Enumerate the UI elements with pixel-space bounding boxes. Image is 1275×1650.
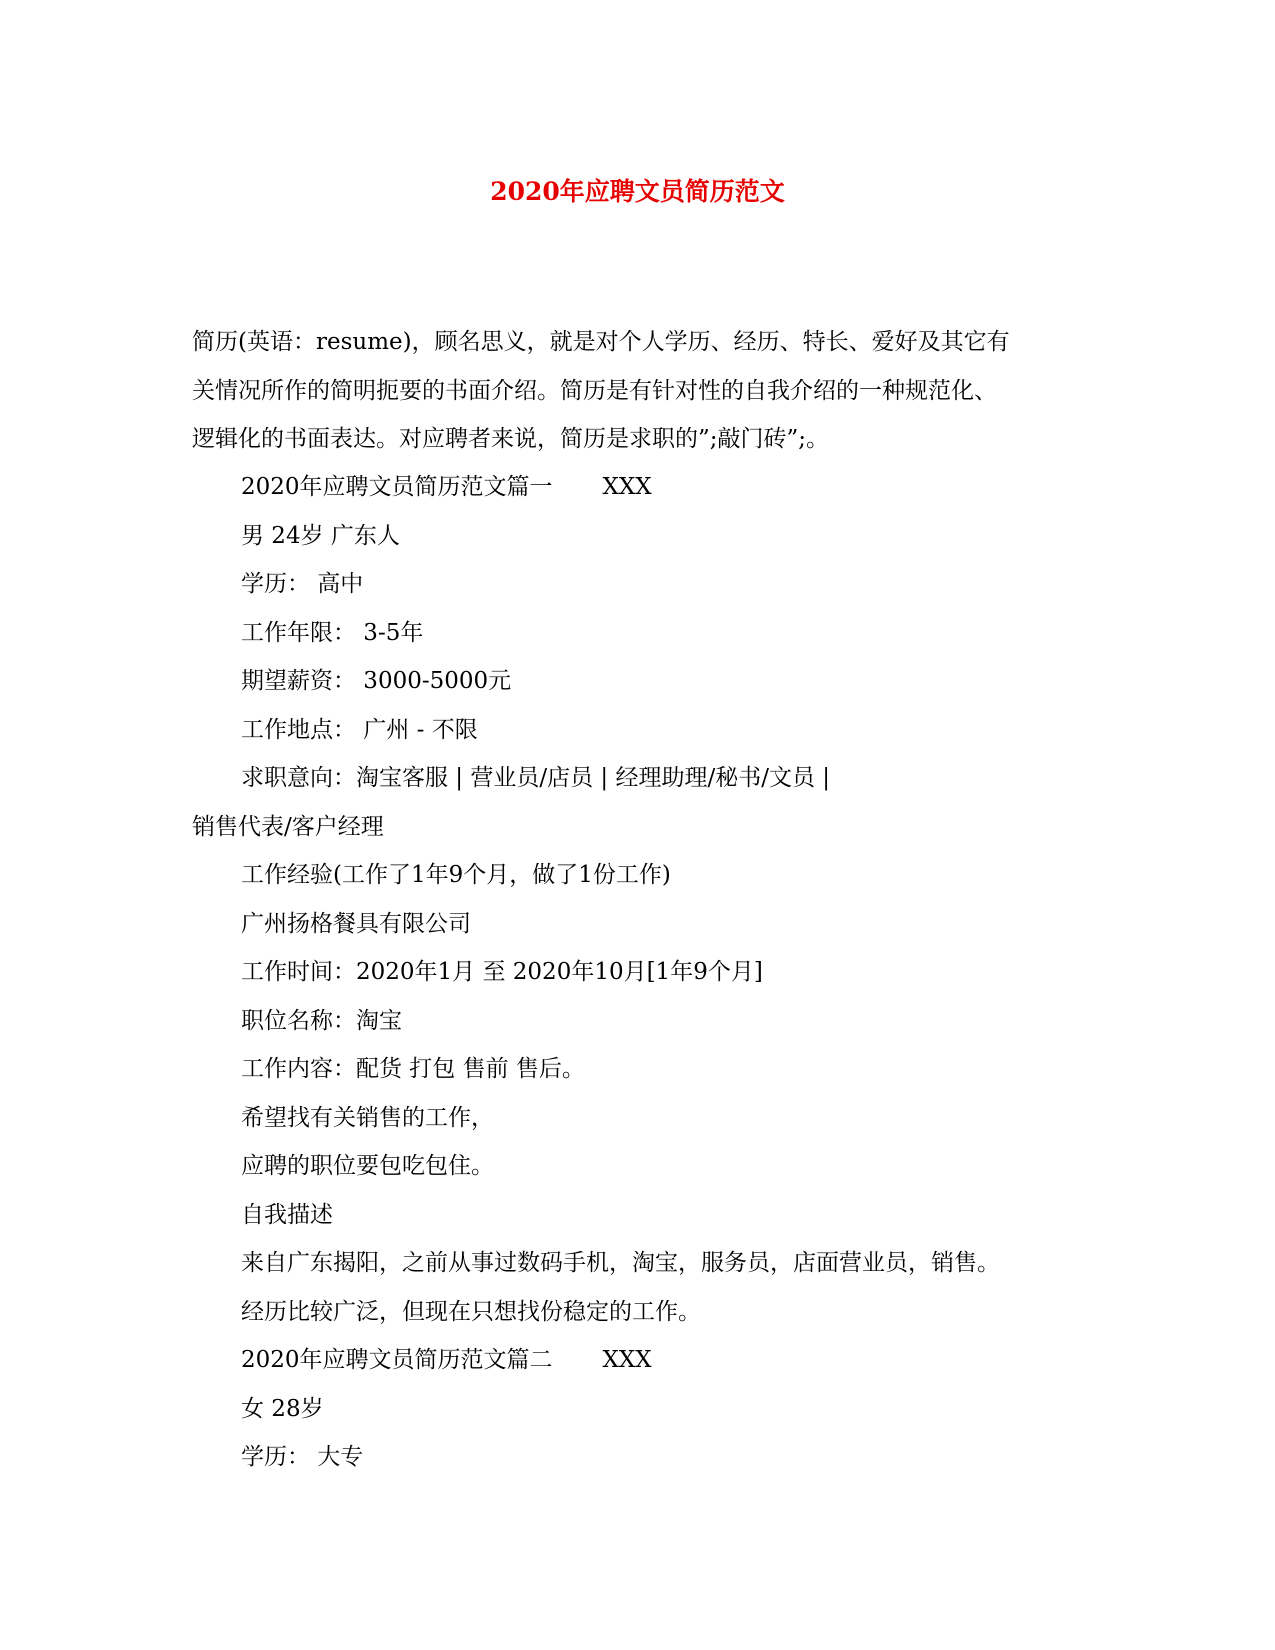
intro-line: 关情况所作的简明扼要的书面介绍。简历是有针对性的自我介绍的一种规范化、 (192, 377, 997, 404)
self-description-line: 经历比较广泛，但现在只想找份稳定的工作。 (241, 1298, 701, 1325)
intro-line: 简历(英语：resume)，顾名思义，就是对个人学历、经历、特长、爱好及其它有 (192, 329, 1010, 355)
resume-two-heading-text: 2020年应聘文员简历范文篇二 (241, 1347, 553, 1373)
document-title: 2020年应聘文员简历范文 (490, 177, 785, 206)
resume-one-heading-text: 2020年应聘文员简历范文篇一 (241, 474, 553, 500)
work-period-line: 工作时间：2020年1月 至 2020年10月[1年9个月] (241, 959, 763, 985)
experience-heading: 工作经验(工作了1年9个月，做了1份工作) (241, 862, 671, 888)
intro-line: 逻辑化的书面表达。对应聘者来说，简历是求职的”;敲门砖”;。 (192, 426, 830, 452)
education-line: 学历： 高中 (241, 571, 364, 597)
resume-two-heading (192, 1336, 1092, 1385)
education-line: 学历： 大专 (241, 1444, 364, 1470)
hope-line: 希望找有关销售的工作， (241, 1104, 494, 1131)
intro-paragraph (192, 318, 1072, 464)
position-line: 职位名称：淘宝 (241, 1007, 402, 1034)
gender-age: 女 28岁 (241, 1395, 324, 1422)
resume-one-name: XXX (602, 474, 652, 500)
self-description-line: 来自广东揭阳，之前从事过数码手机，淘宝，服务员，店面营业员，销售。 (241, 1250, 1000, 1276)
gender-age-origin: 男 24岁 广东人 (241, 522, 400, 549)
resume-one-heading (192, 463, 1092, 512)
company-name: 广州扬格餐具有限公司 (241, 910, 471, 937)
job-intent-continuation: 销售代表/客户经理 (192, 813, 384, 840)
resume-body (192, 463, 1092, 1482)
job-content-line: 工作内容：配货 打包 售前 售后。 (241, 1056, 585, 1082)
self-description-heading: 自我描述 (241, 1201, 333, 1228)
expected-salary-line: 期望薪资： 3000-5000元 (241, 668, 512, 694)
work-years-line: 工作年限： 3-5年 (241, 619, 424, 646)
resume-two-name: XXX (602, 1347, 652, 1373)
requirement-line: 应聘的职位要包吃包住。 (241, 1153, 494, 1179)
work-location-line: 工作地点： 广州 - 不限 (241, 716, 478, 743)
job-intent-line: 求职意向：淘宝客服 | 营业员/店员 | 经理助理/秘书/文员 | (241, 765, 831, 791)
